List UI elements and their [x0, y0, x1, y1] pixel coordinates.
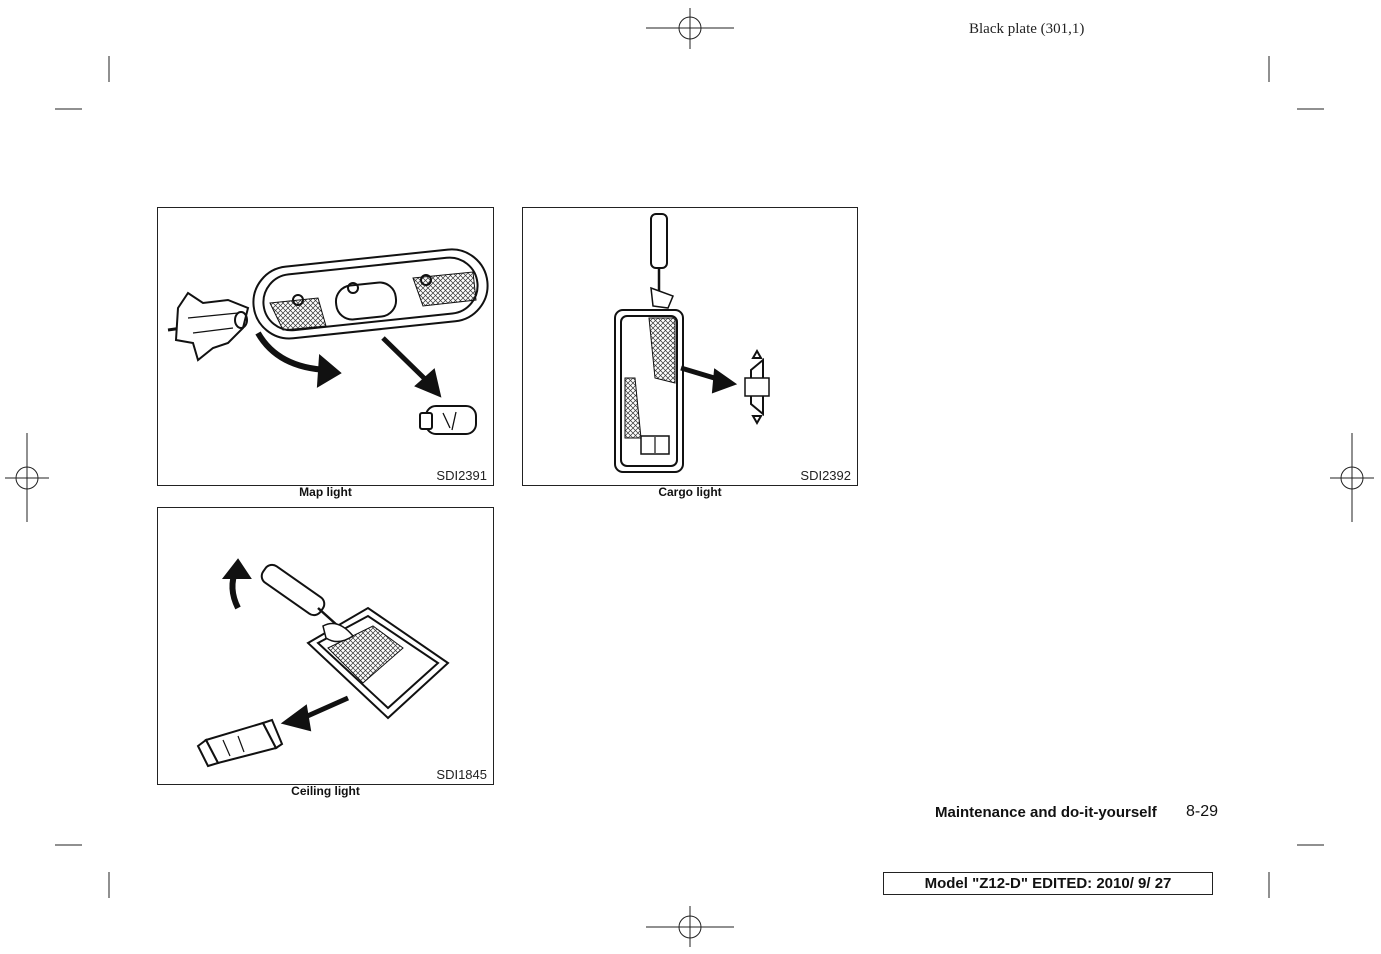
figure-map-light [157, 207, 494, 486]
figure-ceiling-light [157, 507, 494, 785]
section-title: Maintenance and do-it-yourself [935, 804, 1157, 821]
page-number: 8-29 [1186, 803, 1219, 820]
figure-code: SDI1845 [436, 767, 487, 782]
figure-caption: Map light [299, 485, 352, 499]
model-edit-stamp: Model "Z12-D" EDITED: 2010/ 9/ 27 [883, 872, 1213, 895]
cargo-light-illustration [523, 208, 857, 485]
plate-label: Black plate (301,1) [969, 21, 1085, 37]
figure-cargo-light [522, 207, 858, 486]
figure-code: SDI2391 [436, 468, 487, 483]
map-light-illustration [158, 208, 493, 485]
figure-code: SDI2392 [800, 468, 851, 483]
figure-caption: Ceiling light [291, 784, 360, 798]
ceiling-light-illustration [158, 508, 493, 784]
figure-caption: Cargo light [658, 485, 722, 499]
